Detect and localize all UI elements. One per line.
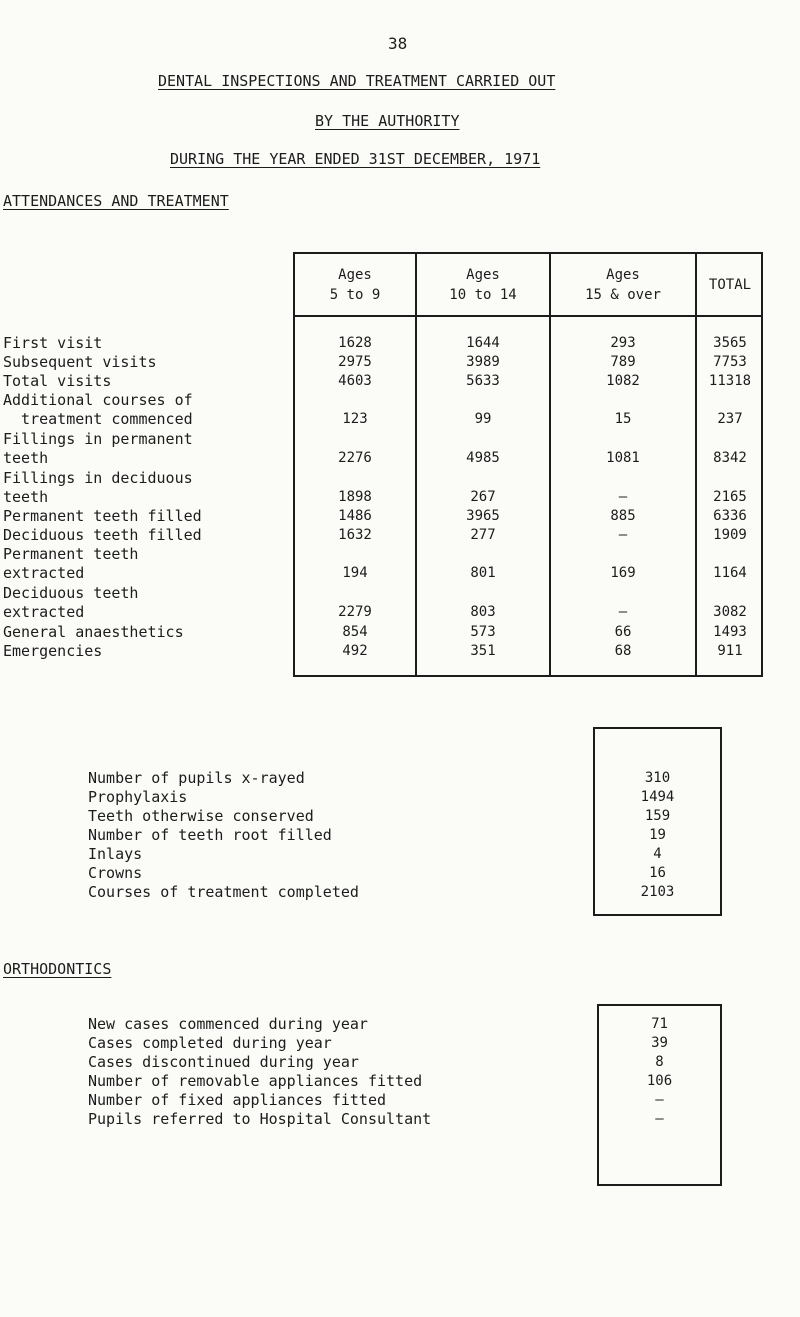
table-cell: 1644: [466, 335, 500, 351]
table-cell: 1081: [606, 450, 640, 466]
item-label: Number of removable appliances fitted: [88, 1072, 423, 1090]
row-label: Emergencies: [3, 642, 103, 660]
table-cell: 1486: [338, 508, 372, 524]
row-label: Total visits: [3, 372, 112, 390]
item-label: Cases completed during year: [88, 1034, 332, 1052]
table-cell: 1632: [338, 527, 372, 543]
table-cell: 2975: [338, 354, 372, 370]
table-cell: 1898: [338, 489, 372, 505]
period-heading: DURING THE YEAR ENDED 31ST DECEMBER, 1971: [170, 150, 541, 168]
table-cell: 573: [470, 624, 496, 640]
table-cell: 3082: [713, 604, 747, 620]
item-value: 71: [651, 1016, 668, 1032]
table-cell: 492: [342, 643, 368, 659]
table-cell: –: [618, 489, 628, 505]
table-cell: 169: [610, 565, 636, 581]
table-cell: 277: [470, 527, 496, 543]
item-label: Courses of treatment completed: [88, 883, 359, 901]
table-cell: 99: [474, 411, 492, 427]
attendances-section-heading: ATTENDANCES AND TREATMENT: [3, 192, 229, 210]
row-label: Deciduous teeth filled: [3, 526, 202, 544]
item-label: Crowns: [88, 864, 143, 882]
row-label: Subsequent visits: [3, 353, 157, 371]
item-value: 310: [644, 770, 671, 786]
table-cell: 4603: [338, 373, 372, 389]
table-cell: 885: [610, 508, 636, 524]
table-cell: 7753: [713, 354, 747, 370]
table-cell: 8342: [713, 450, 747, 466]
column-header-line1: Ages: [606, 267, 640, 283]
table-cell: 293: [610, 335, 636, 351]
table-cell: 911: [717, 643, 743, 659]
table-cell: 68: [614, 643, 632, 659]
item-label: Inlays: [88, 845, 143, 863]
item-label: Cases discontinued during year: [88, 1053, 359, 1071]
table-cell: 3965: [466, 508, 500, 524]
column-header-line1: Ages: [466, 267, 500, 283]
column-header-ages-5-9: [295, 254, 415, 316]
row-label: Fillings in permanent teeth: [3, 430, 193, 467]
item-label: Number of pupils x-rayed: [88, 769, 305, 787]
table-cell: 66: [614, 624, 632, 640]
table-cell: 11318: [708, 373, 752, 389]
table-cell: 15: [614, 411, 632, 427]
table-cell: 3989: [466, 354, 500, 370]
item-value: 8: [655, 1054, 664, 1070]
item-value: –: [655, 1092, 664, 1108]
item-value: –: [655, 1111, 664, 1127]
column-header-line2: 5 to 9: [329, 287, 381, 303]
item-label: Pupils referred to Hospital Consultant: [88, 1110, 432, 1128]
item-value: 16: [649, 865, 666, 881]
table-cell: 6336: [713, 508, 747, 524]
item-value: 4: [653, 846, 662, 862]
column-header-ages-15-over: [551, 254, 695, 316]
item-value: 106: [646, 1073, 673, 1089]
column-header-line2: 15 & over: [585, 287, 661, 303]
table-cell: 789: [610, 354, 636, 370]
orthodontics-section-heading: ORTHODONTICS: [3, 960, 112, 978]
table-cell: 2165: [713, 489, 747, 505]
table-cell: 1082: [606, 373, 640, 389]
row-label: First visit: [3, 334, 103, 352]
table-cell: 1628: [338, 335, 372, 351]
column-header-line1: TOTAL: [708, 277, 752, 293]
column-header-line2: 10 to 14: [449, 287, 517, 303]
page-number: 38: [388, 34, 408, 53]
table-cell: 267: [470, 489, 496, 505]
item-value: 159: [644, 808, 671, 824]
column-header-ages-10-14: [417, 254, 549, 316]
item-label: New cases commenced during year: [88, 1015, 368, 1033]
row-label: General anaesthetics: [3, 623, 184, 641]
table-cell: 1164: [713, 565, 747, 581]
item-label: Prophylaxis: [88, 788, 188, 806]
table-cell: 1909: [713, 527, 747, 543]
item-label: Teeth otherwise conserved: [88, 807, 314, 825]
row-label: Permanent teeth filled: [3, 507, 202, 525]
table-cell: 123: [342, 411, 368, 427]
table-cell: 854: [342, 624, 368, 640]
table-cell: 2279: [338, 604, 372, 620]
table-cell: 237: [717, 411, 743, 427]
item-value: 1494: [640, 789, 675, 805]
row-label: Additional courses of treatment commenced: [3, 391, 193, 428]
table-cell: –: [618, 604, 628, 620]
item-value: 39: [651, 1035, 668, 1051]
item-label: Number of fixed appliances fitted: [88, 1091, 387, 1109]
item-value: 2103: [640, 884, 675, 900]
column-header-line1: Ages: [338, 267, 372, 283]
row-label: Permanent teeth extracted: [3, 545, 139, 582]
table-cell: 4985: [466, 450, 500, 466]
authority-heading: BY THE AUTHORITY: [315, 112, 460, 130]
row-label: Deciduous teeth extracted: [3, 584, 139, 621]
item-label: Number of teeth root filled: [88, 826, 332, 844]
table-cell: 1493: [713, 624, 747, 640]
table-cell: 194: [342, 565, 368, 581]
table-cell: 801: [470, 565, 496, 581]
column-header-total: [697, 254, 763, 316]
table-cell: 5633: [466, 373, 500, 389]
table-cell: 2276: [338, 450, 372, 466]
item-value: 19: [649, 827, 666, 843]
table-cell: –: [618, 527, 628, 543]
table-cell: 803: [470, 604, 496, 620]
page-title: DENTAL INSPECTIONS AND TREATMENT CARRIED OUT: [158, 72, 556, 90]
row-label: Fillings in deciduous teeth: [3, 469, 193, 506]
table-cell: 3565: [713, 335, 747, 351]
table-cell: 351: [470, 643, 496, 659]
